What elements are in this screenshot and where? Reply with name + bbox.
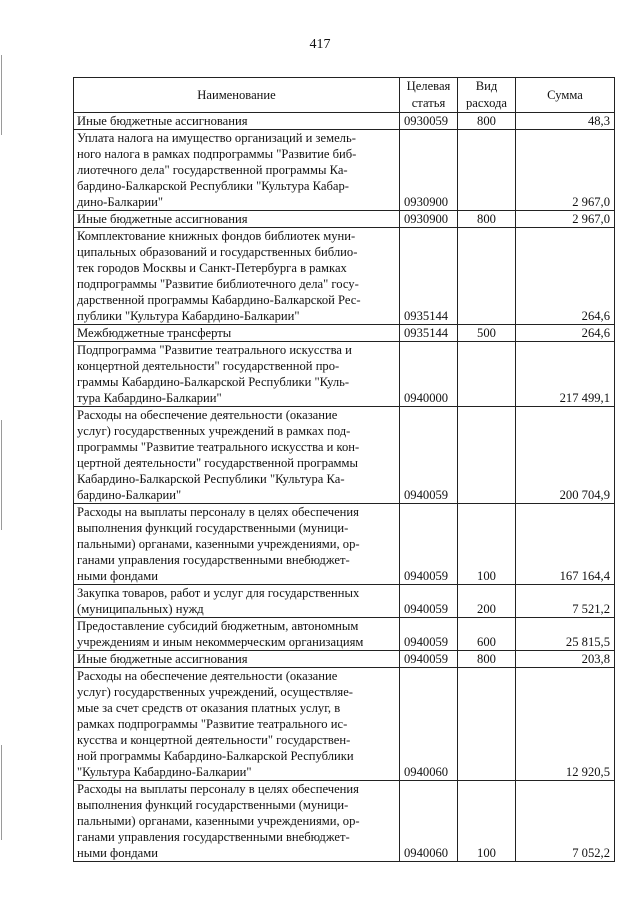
cell-target-code: 0940059 [400,407,458,504]
cell-target-code: 0935144 [400,228,458,325]
cell-name [74,781,400,862]
cell-sum: 264,6 [516,325,615,342]
cell-name [74,342,400,407]
cell-sum: 2 967,0 [516,130,615,211]
cell-name-line: Иные бюджетные ассигнования [77,652,248,666]
cell-expense-type: 500 [458,325,516,342]
cell-name-line: дарственной программы Кабардино-Балкарской Рес- [77,293,361,307]
header-name: Наименование [74,78,400,113]
cell-target-code: 0930059 [400,113,458,130]
cell-expense-type: 100 [458,504,516,585]
table-row [74,651,615,668]
cell-name-line: Расходы на выплаты персоналу в целях обеспечения [77,782,359,796]
header-type-line1: Вид [475,79,498,93]
cell-name-line: программы "Развитие театрального искусства и кон- [77,440,360,454]
table-row [74,668,615,781]
cell-sum: 200 704,9 [516,407,615,504]
cell-sum: 2 967,0 [516,211,615,228]
cell-sum: 217 499,1 [516,342,615,407]
cell-name-line: ными фондами [77,569,158,583]
table-body [74,113,615,862]
header-type [458,78,516,113]
cell-expense-type: 800 [458,651,516,668]
cell-name-line: Уплата налога на имущество организаций и земель- [77,131,356,145]
table-header [74,78,615,113]
header-code-line1: Целевая [406,79,451,93]
cell-name-line: Расходы на выплаты персоналу в целях обеспечения [77,505,359,519]
scan-edge-mark-top [1,55,2,135]
cell-expense-type [458,342,516,407]
table-row [74,130,615,211]
cell-name-line: Иные бюджетные ассигнования [77,114,248,128]
header-code [400,78,458,113]
cell-expense-type [458,228,516,325]
cell-name-line: ганами управления государственными внебюджет- [77,553,350,567]
cell-expense-type [458,407,516,504]
cell-name-line: тек городов Москвы и Санкт-Петербурга в рамках [77,261,347,275]
cell-name [74,130,400,211]
cell-name [74,651,400,668]
cell-name [74,407,400,504]
cell-name [74,211,400,228]
cell-target-code: 0930900 [400,211,458,228]
cell-name-line: пальными) органами, казенными учреждениями, ор- [77,814,360,828]
cell-sum: 203,8 [516,651,615,668]
cell-name-line: ного налога в рамках подпрограммы "Развитие биб- [77,147,357,161]
table-row [74,504,615,585]
cell-name-line: кусства и концертной деятельности" государствен- [77,733,351,747]
cell-name-line: Подпрограмма "Развитие театрального искусства и [77,343,352,357]
cell-target-code: 0940059 [400,504,458,585]
cell-name-line: пальными) органами, казенными учреждениями, ор- [77,537,360,551]
cell-name-line: ными фондами [77,846,158,860]
cell-name-line: лиотечного дела" государственной программы Ка- [77,163,348,177]
cell-sum: 48,3 [516,113,615,130]
cell-sum: 7 521,2 [516,585,615,618]
cell-name [74,504,400,585]
cell-name-line: Иные бюджетные ассигнования [77,212,248,226]
table-row [74,211,615,228]
cell-name-line: "Культура Кабардино-Балкарии" [77,765,252,779]
table-row [74,228,615,325]
cell-sum: 12 920,5 [516,668,615,781]
cell-name-line: Кабардино-Балкарской Республики "Культура Ка- [77,472,345,486]
cell-name-line: публики "Культура Кабардино-Балкарии" [77,309,300,323]
header-sum: Сумма [516,78,615,113]
cell-name-line: мые за счет средств от оказания платных услуг, в [77,701,341,715]
cell-target-code: 0930900 [400,130,458,211]
cell-target-code: 0940059 [400,585,458,618]
table-row [74,342,615,407]
cell-name [74,585,400,618]
cell-name-line: бардино-Балкарской Республики "Культура Кабар- [77,179,349,193]
cell-name-line: тура Кабардино-Балкарии" [77,391,222,405]
cell-expense-type: 200 [458,585,516,618]
cell-target-code: 0940060 [400,781,458,862]
cell-target-code: 0940000 [400,342,458,407]
table-row [74,113,615,130]
cell-target-code: 0935144 [400,325,458,342]
scan-edge-mark-mid [1,420,2,530]
page-number: 417 [309,37,331,52]
cell-name-line: рамках подпрограммы "Развитие театрального ис- [77,717,348,731]
header-code-line2: статья [411,96,446,110]
cell-expense-type: 600 [458,618,516,651]
cell-name-line: ной программы Кабардино-Балкарской Республики [77,749,354,763]
cell-name-line: Расходы на обеспечение деятельности (оказание [77,669,338,683]
cell-name [74,668,400,781]
cell-name [74,618,400,651]
cell-expense-type: 100 [458,781,516,862]
cell-target-code: 0940060 [400,668,458,781]
cell-expense-type: 800 [458,113,516,130]
cell-name [74,325,400,342]
cell-name-line: услуг) государственных учреждений, осуществляе- [77,685,353,699]
cell-name-line: услуг) государственных учреждений в рамках под- [77,424,351,438]
cell-name-line: ципальных образований и государственных библио- [77,245,358,259]
cell-name-line: (муниципальных) нужд [77,602,204,616]
cell-name-line: бардино-Балкарии" [77,488,182,502]
cell-name-line: концертной деятельности" государственной про- [77,359,340,373]
cell-sum: 264,6 [516,228,615,325]
cell-name-line: Комплектование книжных фондов библиотек муни- [77,229,356,243]
cell-name-line: Закупка товаров, работ и услуг для государственных [77,586,360,600]
cell-name [74,228,400,325]
cell-sum: 7 052,2 [516,781,615,862]
cell-name-line: граммы Кабардино-Балкарской Республики "Куль- [77,375,350,389]
cell-name-line: учреждениям и иным некоммерческим организациям [77,635,364,649]
table-row [74,781,615,862]
cell-name-line: цертной деятельности" государственной программы [77,456,358,470]
budget-table [73,77,615,862]
cell-expense-type: 800 [458,211,516,228]
table-row [74,325,615,342]
cell-expense-type [458,668,516,781]
table-row [74,407,615,504]
cell-name-line: Расходы на обеспечение деятельности (оказание [77,408,338,422]
header-type-line2: расхода [465,96,508,110]
cell-sum: 167 164,4 [516,504,615,585]
cell-target-code: 0940059 [400,651,458,668]
header-row [74,78,615,113]
cell-expense-type [458,130,516,211]
cell-name [74,113,400,130]
table-row [74,618,615,651]
cell-name-line: дино-Балкарии" [77,195,164,209]
table-row [74,585,615,618]
cell-target-code: 0940059 [400,618,458,651]
cell-name-line: выполнения функций государственными (муници- [77,521,349,535]
cell-name-line: выполнения функций государственными (муници- [77,798,349,812]
cell-name-line: подпрограммы "Развитие библиотечного дела" госу- [77,277,359,291]
cell-name-line: Предоставление субсидий бюджетным, автономным [77,619,359,633]
cell-sum: 25 815,5 [516,618,615,651]
cell-name-line: Межбюджетные трансферты [77,326,232,340]
cell-name-line: ганами управления государственными внебюджет- [77,830,350,844]
scan-edge-mark-bottom [1,745,2,840]
